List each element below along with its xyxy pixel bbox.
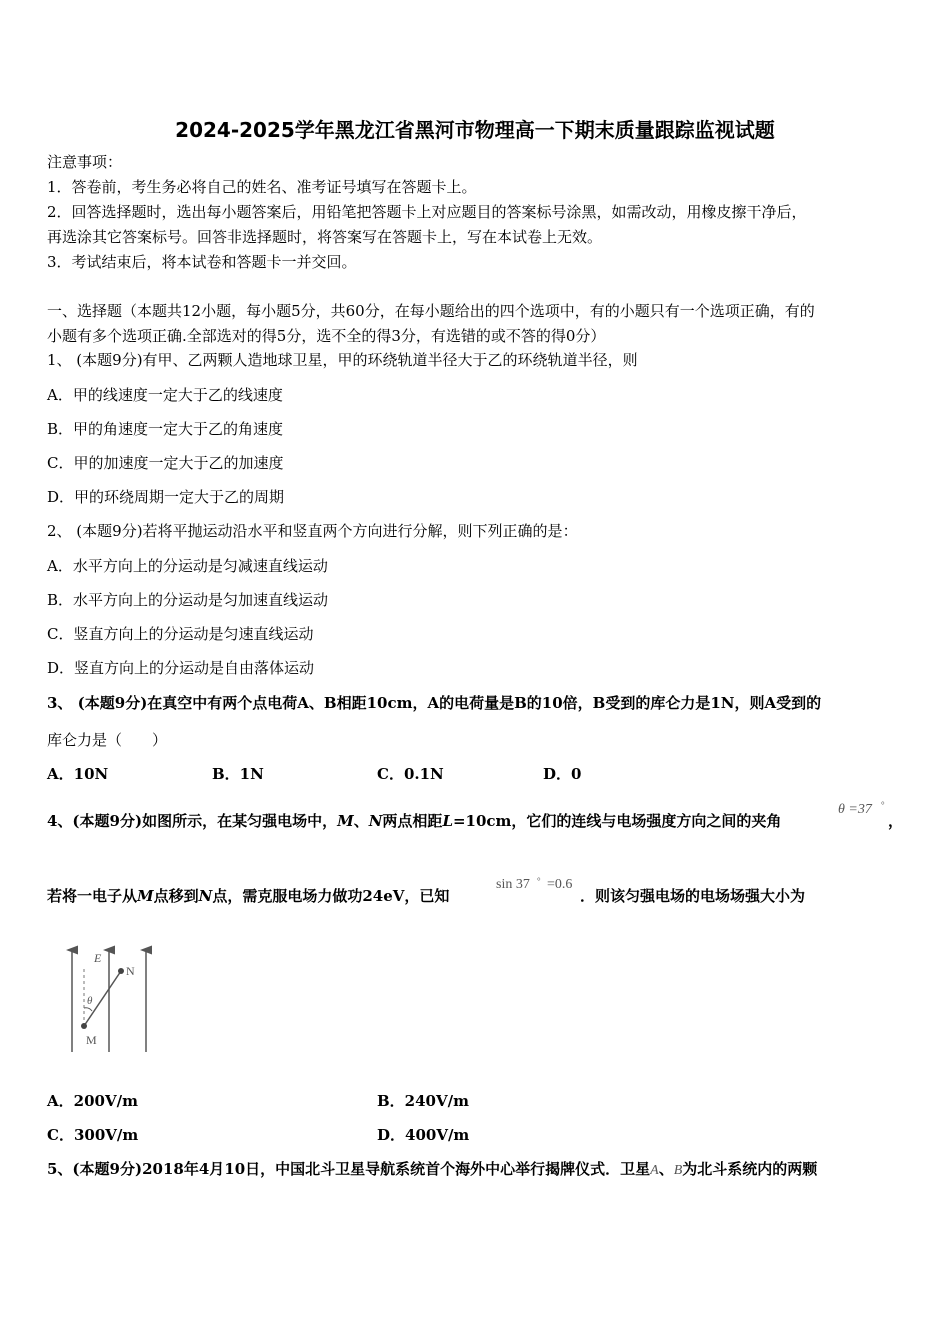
separator: 、 [658,1160,674,1178]
q4-stem-part: 点，需克服电场力做功24eV，已知 [212,887,450,905]
q4-option-c: C．300V/m [47,1126,139,1144]
question-3-stem: 3、 (本题9分)在真空中有两个点电荷A、B相距10cm，A的电荷量是B的10倍，B受到的库仑力是1N，则A受到的 [47,694,822,712]
q4-option-b: B．240V/m [377,1092,469,1110]
q5-stem-part: 5、(本题9分)2018年4月10日，中国北斗卫星导航系统首个海外中心举行揭牌仪式．卫星 [47,1160,651,1178]
electric-field-diagram [60,940,160,1060]
point-n-dot [118,968,124,974]
notice-item: 再选涂其它答案标号。回答非选择题时，将答案写在答题卡上，写在本试卷上无效。 [47,228,603,246]
point-n: N [198,887,213,905]
comma: ， [888,812,904,830]
q3-option-c: C．0.1N [377,765,444,783]
q5-stem-part: 为北斗系统内的两颗 [682,1160,818,1178]
q1-option-c: C．甲的加速度一定大于乙的加速度 [47,454,284,472]
q2-option-d: D．竖直方向上的分运动是自由落体运动 [47,659,315,677]
satellite-b: B [673,1163,683,1178]
point-m-dot [81,1023,87,1029]
notice-item: 3．考试结束后，将本试卷和答题卡一并交回。 [47,253,357,271]
section-heading-line1: 一、选择题（本题共12小题，每小题5分，共60分，在每小题给出的四个选项中，有的小题只有一个选项正确，有的 [47,302,815,320]
question-4-stem-end: ．则该匀强电场的电场场强大小为 [580,887,806,905]
q4-stem-part: 点移到 [153,887,199,905]
q4-stem-part: 若将一电子从 [47,887,138,905]
q4-stem-part: =10cm，它们的连线与电场强度方向之间的夹角 [452,812,782,830]
q2-option-a: A．水平方向上的分运动是匀减速直线运动 [47,557,328,575]
label-m: M [86,1033,97,1047]
angle-arc [84,1008,92,1011]
theta-formula: θ =37 [838,802,872,817]
question-3-stem-cont: 库仑力是（ ） [47,731,168,749]
notice-heading: 注意事项： [47,153,123,171]
q3-option-b: B．1N [212,765,264,783]
label-theta: θ [87,995,93,1007]
page-title: 2024-2025学年黑龙江省黑河市物理高一下期末质量跟踪监视试题 [175,118,775,142]
point-m: M [337,812,354,830]
q4-stem-part: 4、(本题9分)如图所示，在某匀强电场中， [47,812,338,830]
point-n: N [368,812,383,830]
label-e: E [94,951,102,965]
question-2-stem: 2、 (本题9分)若将平抛运动沿水平和竖直两个方向进行分解，则下列正确的是： [47,522,578,540]
q4-stem-part: 两点相距 [382,812,443,830]
q3-option-d: D．0 [543,765,582,783]
degree-sign: ° [537,876,541,886]
q4-option-a: A．200V/m [47,1092,138,1110]
sin-value: =0.6 [547,877,573,892]
q1-option-a: A．甲的线速度一定大于乙的线速度 [47,386,283,404]
question-5-stem [47,1159,817,1181]
question-4-stem-cont [47,886,449,906]
sin-formula: sin 37 [496,877,530,892]
notice-item: 1．答卷前，考生务必将自己的姓名、准考证号填写在答题卡上。 [47,178,477,196]
q3-option-a: A．10N [47,765,109,783]
distance-l: L [442,812,453,830]
q2-option-c: C．竖直方向上的分运动是匀速直线运动 [47,625,314,643]
question-4-stem [47,811,781,831]
q2-option-b: B．水平方向上的分运动是匀加速直线运动 [47,591,329,609]
section-heading-line2: 小题有多个选项正确.全部选对的得5分，选不全的得3分，有选错的或不答的得0分） [47,327,606,345]
satellite-a: A [650,1163,659,1178]
label-n: N [126,964,135,978]
q1-option-d: D．甲的环绕周期一定大于乙的周期 [47,488,285,506]
point-m: M [137,887,154,905]
q4-option-d: D．400V/m [377,1126,470,1144]
notice-item: 2．回答选择题时，选出每小题答案后，用铅笔把答题卡上对应题目的答案标号涂黑，如需改动，用橡皮擦干净后， [47,203,807,221]
q1-option-b: B．甲的角速度一定大于乙的角速度 [47,420,284,438]
degree-sign: ° [881,800,885,810]
separator: 、 [353,812,369,830]
question-1-stem: 1、 (本题9分)有甲、乙两颗人造地球卫星，甲的环绕轨道半径大于乙的环绕轨道半径，则 [47,351,638,369]
